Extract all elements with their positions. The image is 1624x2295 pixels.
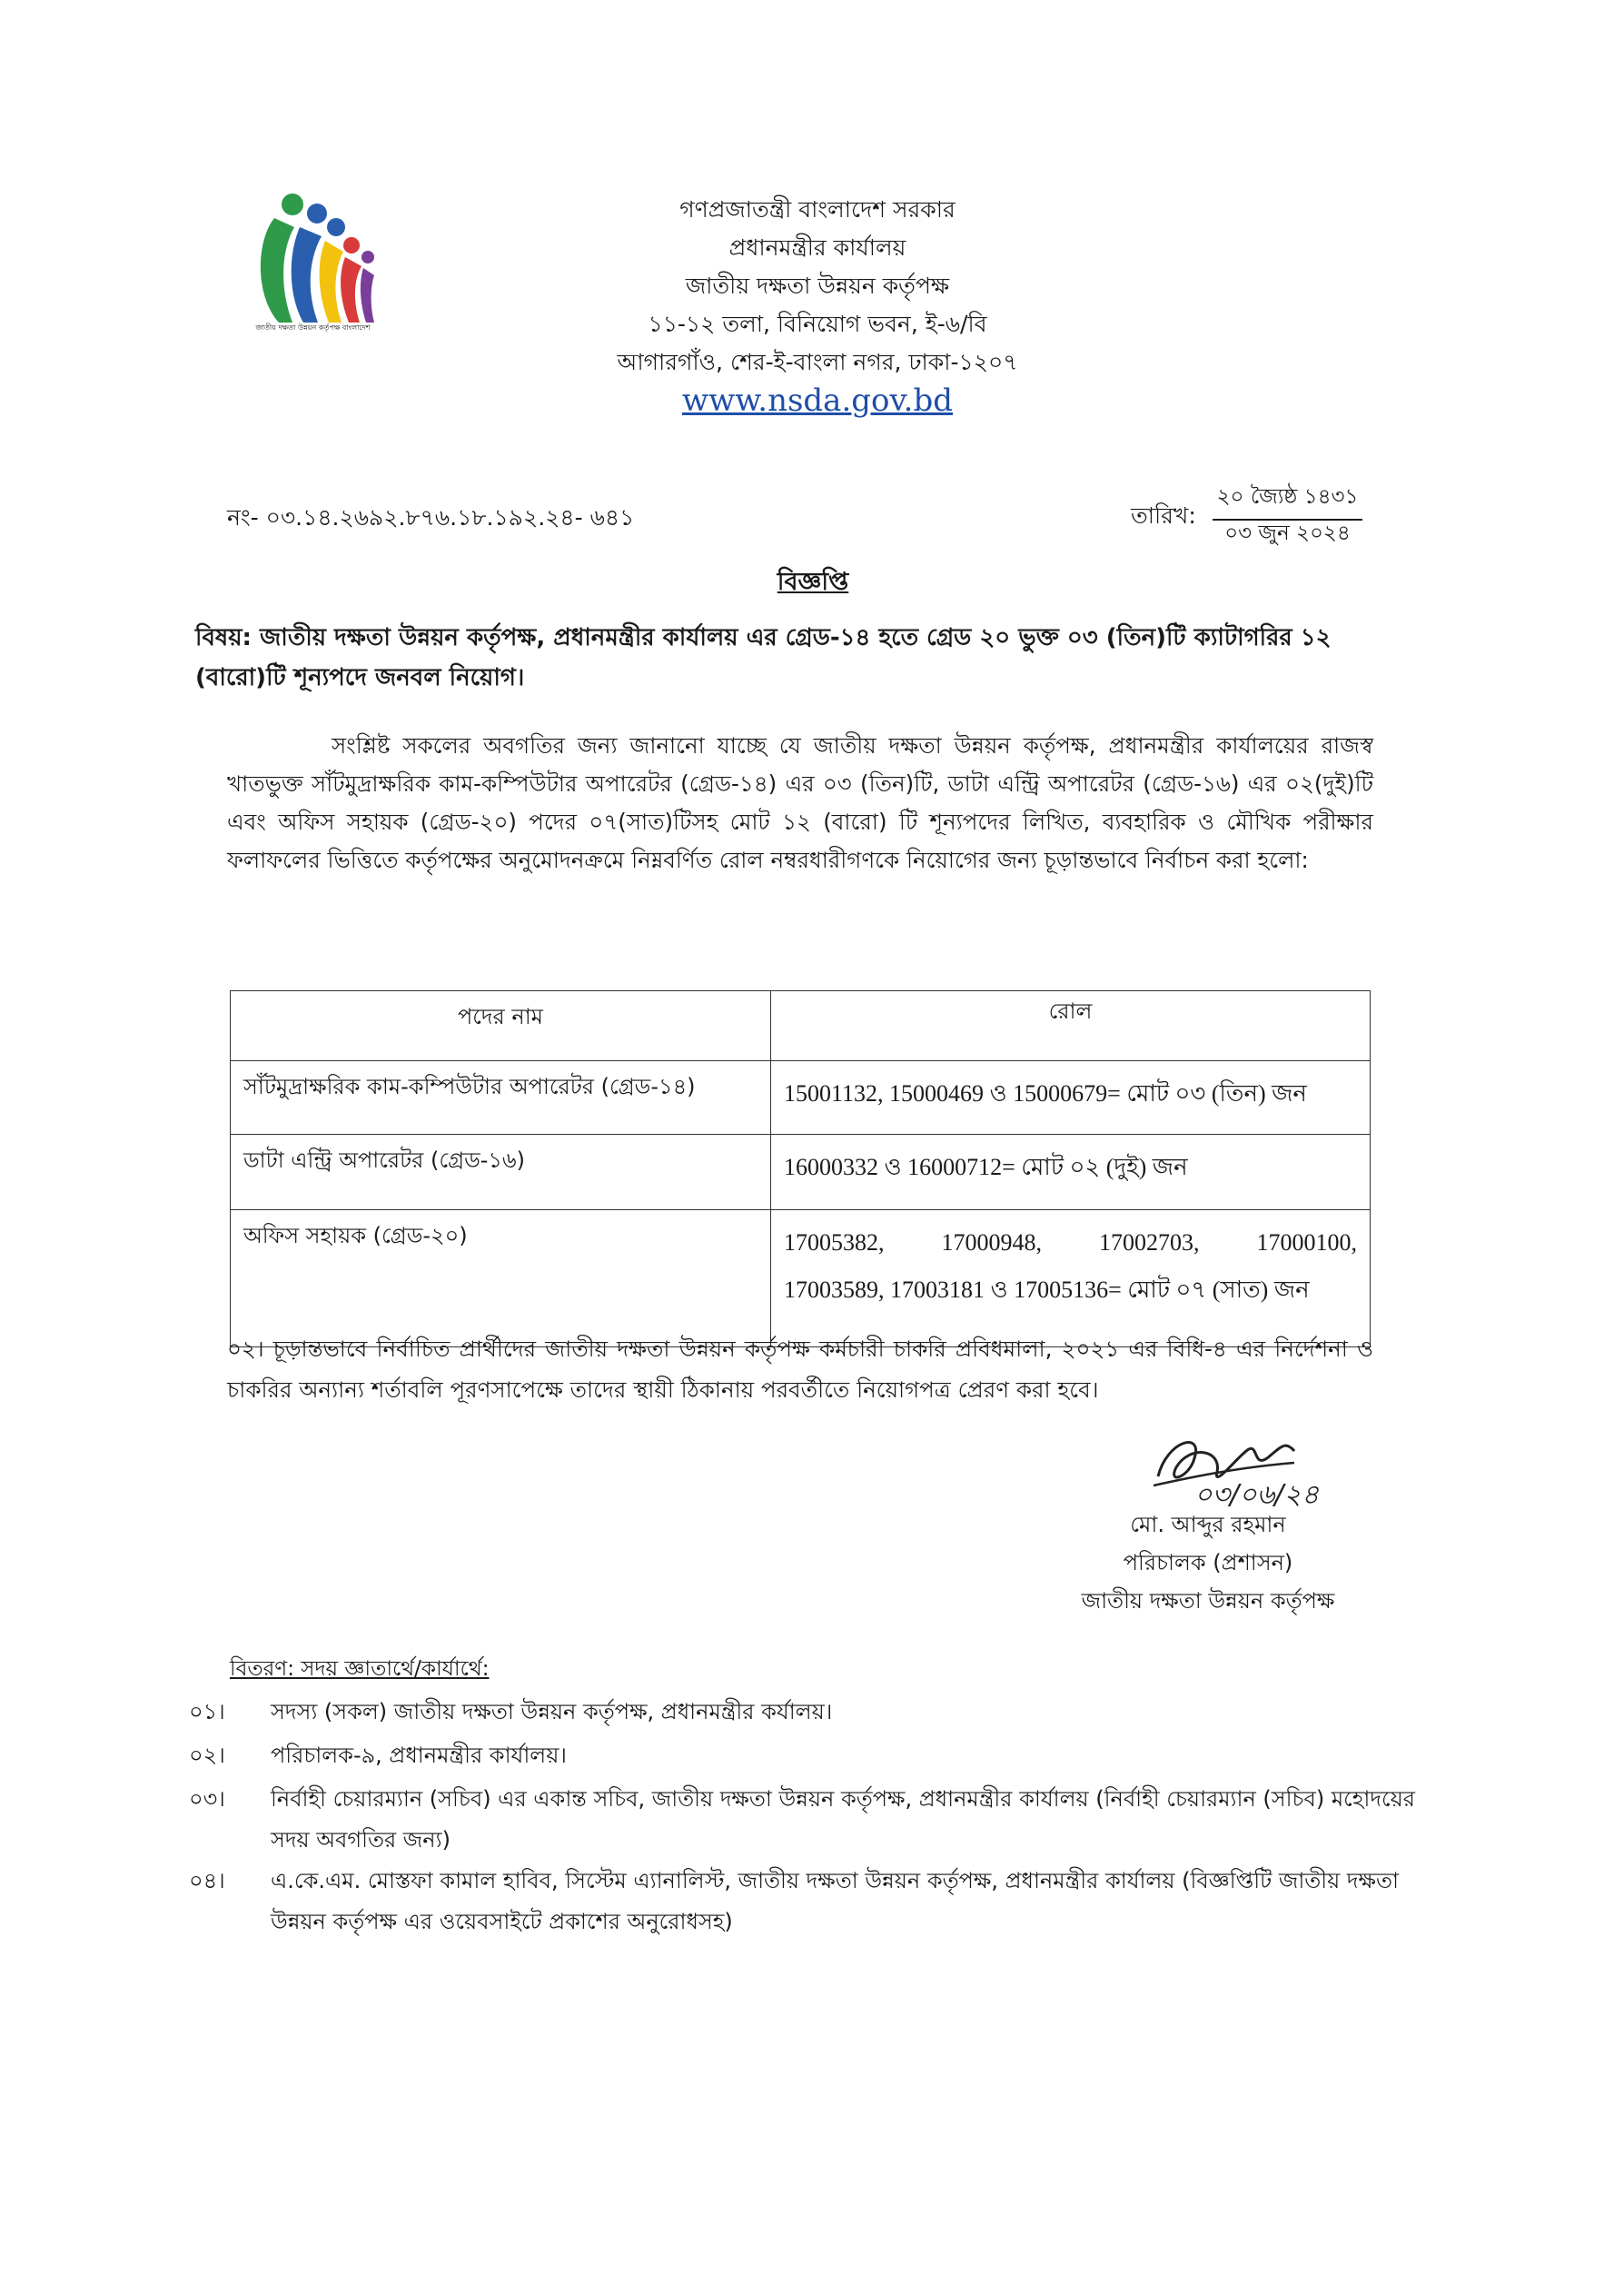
- header-address-line2: আগারগাঁও, শের-ই-বাংলা নগর, ঢাকা-১২০৭: [617, 349, 1018, 375]
- roll-number: 17000948,: [941, 1229, 1042, 1256]
- notice-title: বিজ্ঞপ্তি: [777, 568, 849, 596]
- logo-caption: জাতীয় দক্ষতা উন্নয়ন কর্তৃপক্ষ বাংলাদেশ: [255, 323, 371, 332]
- post-name: অফিস সহায়ক (গ্রেড-২০): [231, 1210, 771, 1347]
- header-address-line1: ১১-১২ তলা, বিনিয়োগ ভবন, ই-৬/বি: [648, 311, 987, 337]
- reference-number: নং- ০৩.১৪.২৬৯২.৮৭৬.১৮.১৯২.২৪- ৬৪১: [227, 504, 635, 531]
- distribution-item-number: ০২।: [189, 1743, 225, 1768]
- header-authority: জাতীয় দক্ষতা উন্নয়ন কর্তৃপক্ষ: [685, 273, 950, 299]
- roll-numbers-line2: 17003589, 17003181 ও 17005136= মোট ০৭ (সাত) জন: [784, 1277, 1310, 1303]
- post-name: সাঁটমুদ্রাক্ষরিক কাম-কম্পিউটার অপারেটর (গ্রেড-১৪): [231, 1061, 771, 1135]
- selected-candidates-table: [230, 990, 1371, 1347]
- handwritten-signature: [1140, 1413, 1421, 1517]
- date-label: তারিখ:: [1131, 502, 1196, 529]
- distribution-item-number: ০১।: [189, 1699, 225, 1724]
- website-link[interactable]: www.nsda.gov.bd: [681, 382, 953, 419]
- table-row: [231, 1135, 1371, 1210]
- roll-number: 17002703,: [1099, 1229, 1200, 1256]
- distribution-item: [189, 1692, 1424, 1733]
- distribution-item-text: সদস্য (সকল) জাতীয় দক্ষতা উন্নয়ন কর্তৃপক্ষ, প্রধানমন্ত্রীর কর্যালয়।: [271, 1699, 833, 1724]
- signatory-title: পরিচালক (প্রশাসন): [1123, 1550, 1293, 1575]
- distribution-item: [189, 1735, 1424, 1776]
- organization-logo: [238, 186, 388, 341]
- subject-label: বিষয়:: [195, 624, 252, 651]
- signatory-name: মো. আব্দুর রহমান: [1130, 1512, 1286, 1537]
- header-government: গণপ্রজাতন্ত্রী বাংলাদেশ সরকার: [679, 196, 956, 223]
- roll-number: 17000100,: [1256, 1229, 1357, 1256]
- distribution-item: [189, 1779, 1424, 1861]
- distribution-item-text: নির্বাহী চেয়ারম্যান (সচিব) এর একান্ত সচিব, জাতীয় দক্ষতা উন্নয়ন কর্তৃপক্ষ, প্রধানমন্ত্রীর কার্যালয় (নির্বাহী চেয়ারম্যান (সচিব) মহোদয়ের সদয় অবগতির জন্য): [271, 1786, 1415, 1853]
- subject-text: জাতীয় দক্ষতা উন্নয়ন কর্তৃপক্ষ, প্রধানমন্ত্রীর কার্যালয় এর গ্রেড-১৪ হতে গ্রেড ২০ ভুক্ত ০৩ (তিন)টি ক্যাটাগরির ১২ (বারো)টি শূন্যপদে জনবল নিয়োগ।: [195, 624, 1332, 691]
- roll-numbers: [771, 1210, 1371, 1347]
- signature-scribble-icon: [1140, 1413, 1421, 1517]
- distribution-item-number: ০৪।: [189, 1868, 225, 1893]
- roll-numbers: 16000332 ও 16000712= মোট ০২ (দুই) জন: [771, 1135, 1371, 1210]
- notice-paragraph-2: ০২। চূড়ান্তভাবে নির্বাচিত প্রার্থীদের জাতীয় দক্ষতা উন্নয়ন কর্তৃপক্ষ কর্মচারী চাকরি প্রবিধমালা, ২০২১ এর বিধি-৪ এর নির্দেশনা ও চাকরির অন্যান্য শর্তাবলি পূরণসাপেক্ষে তাদের স্থায়ী ঠিকানায় পরবর্তীতে নিয়োগপত্র প্রেরণ করা হবে।: [227, 1336, 1373, 1403]
- column-header-post: পদের নাম: [231, 991, 771, 1061]
- date-english: ০৩ জুন ২০২৪: [1224, 522, 1351, 545]
- distribution-item-text: পরিচালক-৯, প্রধানমন্ত্রীর কার্যালয়।: [271, 1743, 567, 1768]
- column-header-roll: রোল: [771, 991, 1371, 1061]
- table-row: [231, 1210, 1371, 1347]
- roll-numbers-line1: [784, 1219, 1357, 1267]
- signatory-organization: জাতীয় দক্ষতা উন্নয়ন কর্তৃপক্ষ: [1081, 1588, 1335, 1614]
- distribution-item: [189, 1861, 1424, 1942]
- distribution-item-number: ০৩।: [189, 1786, 225, 1812]
- header-office: প্রধানমন্ত্রীর কার্যালয়: [728, 234, 906, 261]
- roll-number: 17005382,: [784, 1229, 885, 1256]
- roll-numbers: 15001132, 15000469 ও 15000679= মোট ০৩ (তিন) জন: [771, 1061, 1371, 1135]
- distribution-heading: বিতরণ: সদয় জ্ঞাতার্থে/কার্যার্থে:: [230, 1657, 490, 1681]
- nsda-logo-icon: [238, 186, 388, 341]
- table-row: [231, 1061, 1371, 1135]
- subject: [195, 618, 1394, 698]
- notice-paragraph-1: সংশ্লিষ্ট সকলের অবগতির জন্য জানানো যাচ্ছে যে জাতীয় দক্ষতা উন্নয়ন কর্তৃপক্ষ, প্রধানমন্ত্রীর কার্যালয়ের রাজস্ব খাতভুক্ত সাঁটমুদ্রাক্ষরিক কাম-কম্পিউটার অপারেটর (গ্রেড-১৪) এর ০৩ (তিন)টি, ডাটা এন্ট্রি অপারেটর (গ্রেড-১৬) এর ০২(দুই)টি এবং অফিস সহায়ক (গ্রেড-২০) পদের ০৭(সাত)টিসহ মোট ১২ (বারো) টি শূন্যপদের লিখিত, ব্যবহারিক ও মৌখিক পরীক্ষার ফলাফলের ভিত্তিতে কর্তৃপক্ষের অনুমোদনক্রমে নিম্নবর্ণিত রোল নম্বরধারীগণকে নিয়োগের জন্য চূড়ান্তভাবে নির্বাচন করা হলো:: [227, 732, 1373, 873]
- signature-date: ০৩/০৬/২৪: [1194, 1479, 1320, 1511]
- table-header-row: [231, 991, 1371, 1061]
- date-bangla: ২০ জ্যৈষ্ঠ ১৪৩১: [1213, 480, 1362, 521]
- post-name: ডাটা এন্ট্রি অপারেটর (গ্রেড-১৬): [231, 1135, 771, 1210]
- distribution-item-text: এ.কে.এম. মোস্তফা কামাল হাবিব, সিস্টেম এ্যানালিস্ট, জাতীয় দক্ষতা উন্নয়ন কর্তৃপক্ষ, প্রধানমন্ত্রীর কার্যালয় (বিজ্ঞপ্তিটি জাতীয় দক্ষতা উন্নয়ন কর্তৃপক্ষ এর ওয়েবসাইটে প্রকাশের অনুরোধসহ): [271, 1868, 1399, 1934]
